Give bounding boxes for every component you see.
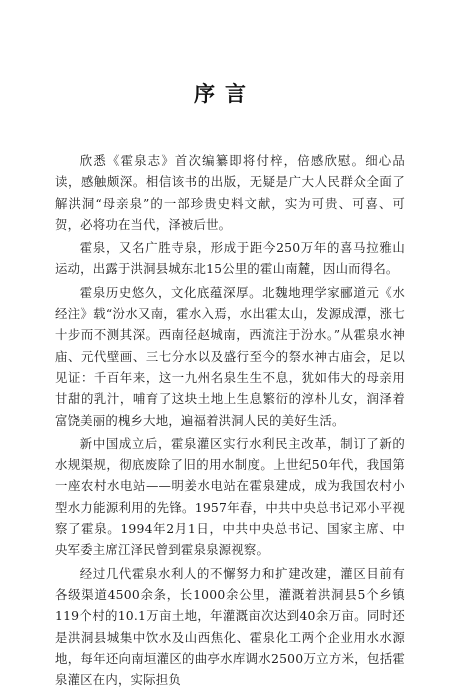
paragraph-history: 霍泉历史悠久，文化底蕴深厚。北魏地理学家郦道元《水经注》载“汾水又南，霍水入焉，水出霍太山，发源成潭，涨七十步而不测其深。西南径赵城南，西流注于汾水。”从霍泉水神庙、元代壁画、三七分水以及盛行至今的祭水神古庙会，足以见证：千百年来，这一九州名泉生生不息，犹如伟大的母亲用甘甜的乳汁，哺育了这块土地上生息繁衍的淳朴儿女，润泽着富饶美丽的槐乡大地，遍福着洪洞人民的美好生活。 [55,284,405,428]
paragraph-irrigation: 经过几代霍泉水利人的不懈努力和扩建改建，灌区目前有各级渠道4500余条，长1000余公里，灌溉着洪洞县5个乡镇119个村的10.1万亩土地，年灌溉亩次达到40余万亩。同时还是洪洞县城集中饮水及山西焦化、霍泉化工两个企业用水水源地，每年还向南垣灌区的曲亭水库调水2500万立方米，包括霍泉灌区在内，实际担负 [55,565,405,688]
paragraph-new-china: 新中国成立后，霍泉灌区实行水利民主改革，制订了新的水规渠规，彻底废除了旧的用水制度。上世纪50年代，我国第一座农村水电站——明姜水电站在霍泉建成，成为我国农村小型水力能源利用的先锋。1957年春，中共中央总书记邓小平视察了霍泉。1994年2月1日，中共中央总书记、国家主席、中央军委主席江泽民曾到霍泉泉源视察。 [55,435,405,558]
page-title: 序言 [194,81,256,106]
paragraph-origin: 霍泉，又名广胜寺泉，形成于距今250万年的喜马拉雅山运动，出露于洪洞县城东北15公里的霍山南麓，因山而得名。 [55,240,405,277]
preface-body [55,150,405,692]
paragraph-intro: 欣悉《霍泉志》首次编纂即将付梓，倍感欣慰。细心品读，感触颇深。相信该书的出版，无疑是广大人民群众全面了解洪洞“母亲泉”的一部珍贵史料文献，实为可贵、可喜、可贺，必将功在当代，泽被后世。 [55,153,405,232]
